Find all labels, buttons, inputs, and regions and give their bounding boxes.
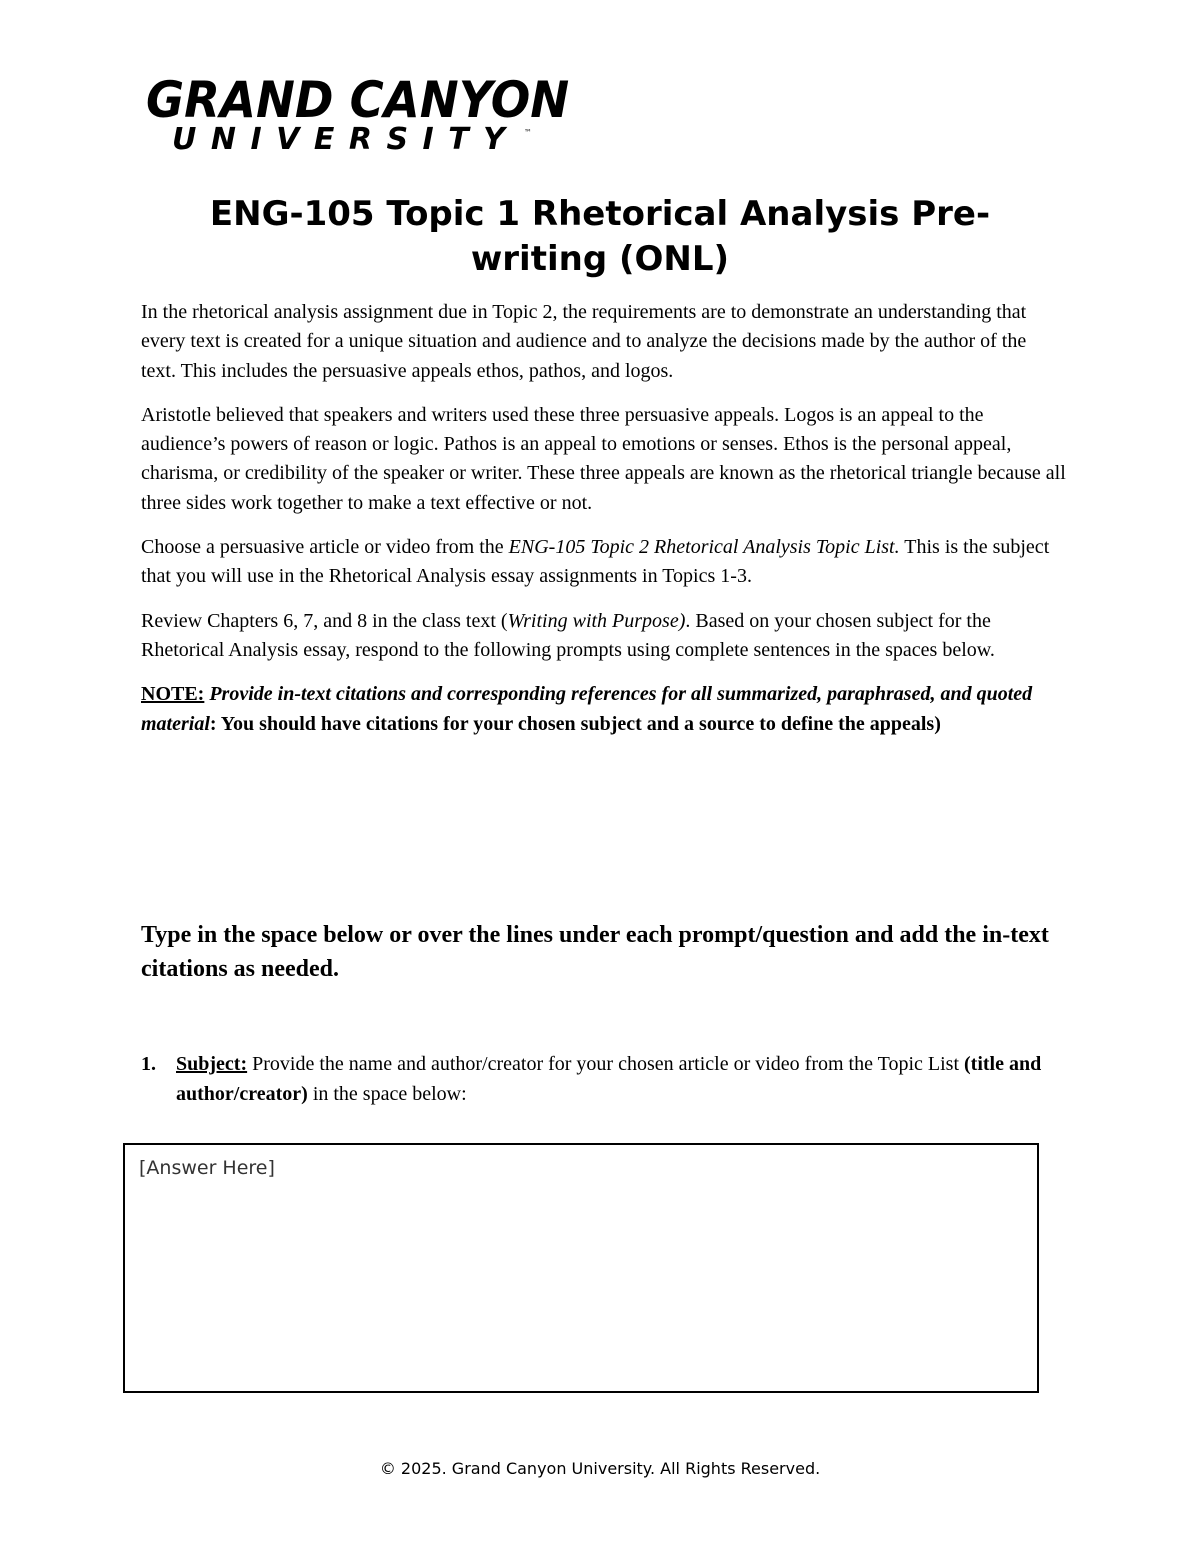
topic-list-title: ENG-105 Topic 2 Rhetorical Analysis Topic List. [508, 536, 900, 559]
paragraph-choose-subject-text: Choose a persuasive article or video from the [141, 536, 509, 559]
typing-instruction: Type in the space below or over the lines under each prompt/question and add the in-text citations as needed. [141, 922, 1049, 982]
page-title: ENG-105 Topic 1 Rhetorical Analysis Pre-writing (ONL) [209, 194, 991, 279]
paragraph-choose-subject [141, 533, 1066, 592]
answer-placeholder[interactable]: [Answer Here] [139, 1157, 275, 1179]
class-text-title: Writing with Purpose) [507, 609, 686, 632]
paragraph-choose-subject-tail: This is the subject that you will use in the Rhetorical Analysis essay assignments in Topics 1-3. [141, 536, 1050, 588]
prompt-subject-body [176, 1049, 1066, 1109]
citation-note [141, 680, 1066, 739]
prompt-number: 1. [141, 1053, 156, 1075]
intro-section [141, 298, 1066, 754]
paragraph-rhetorical-analysis: In the rhetorical analysis assignment due in Topic 2, the requirements are to demonstrate an understanding that every text is created for a unique situation and audience and to analyze the decisions made by the author of the text. This includes the persuasive appeals ethos, pathos, and logos. [141, 301, 1027, 382]
logo-line-university: UNIVERSITY [172, 122, 520, 157]
paragraph-review-tail: . Based on your chosen subject for the Rhetorical Analysis essay, respond to the following prompts using complete sentences in the spaces below. [141, 609, 995, 661]
prompt-subject [141, 1049, 1066, 1109]
prompt-subject-text: Provide the name and author/creator for your chosen article or video from the Topic List [247, 1053, 964, 1075]
copyright-footer: © 2025. Grand Canyon University. All Rights Reserved. [379, 1459, 821, 1478]
paragraph-review-text: Review Chapters 6, 7, and 8 in the class text ( [141, 609, 508, 632]
paragraph-review-chapters [141, 607, 1066, 666]
prompt-subject-bold: (title and author/creator) [176, 1053, 1042, 1105]
note-label: NOTE: [141, 683, 205, 706]
logo-trademark: ™ [524, 128, 532, 137]
paragraph-aristotle: Aristotle believed that speakers and writers used these three persuasive appeals. Logos is an appeal to the audience’s powers of reason or logic. Pathos is an appeal to emotions or senses. Ethos is the personal appeal, charisma, or credibility of the speaker or writer. These three appeals are known as the rhetorical triangle because all three sides work together to make a text effective or not. [141, 403, 1066, 514]
prompt-subject-tail: in the space below: [307, 1083, 467, 1105]
answer-box-subject[interactable] [123, 1143, 1039, 1393]
note-rest-text: : You should have citations for your chosen subject and a source to define the appeals) [209, 712, 941, 735]
prompt-subject-label: Subject: [176, 1053, 248, 1075]
university-logo [146, 71, 570, 164]
note-italic-text: Provide in-text citations and corresponding references for all summarized, paraphrased, and quoted material [141, 683, 1033, 735]
logo-line-grand-canyon: GRAND CANYON [146, 71, 570, 129]
